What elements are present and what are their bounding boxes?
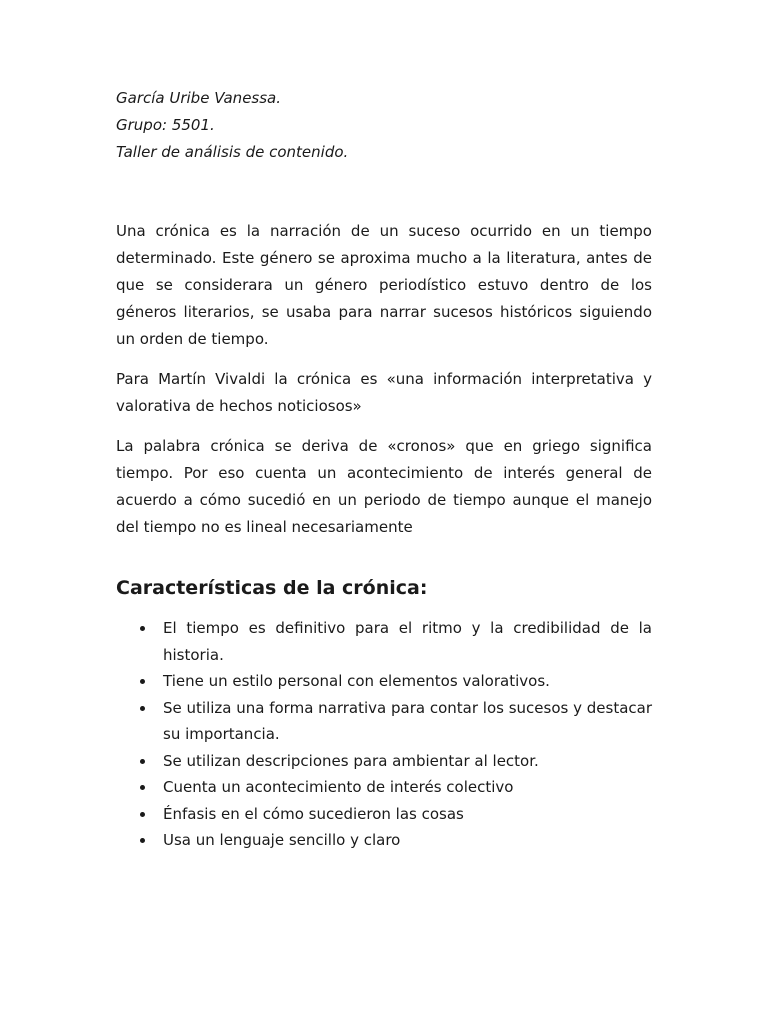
bullet-icon [140, 759, 145, 764]
group-number: Grupo: 5501. [116, 116, 215, 134]
list-item-text: El tiempo es definitivo para el ritmo y la credibilidad de la historia. [163, 619, 652, 664]
paragraph-vivaldi-quote: Para Martín Vivaldi la crónica es «una información interpretativa y valorativa de hechos noticiosos» [116, 370, 652, 415]
bullet-icon [140, 679, 145, 684]
document-header [116, 85, 652, 166]
paragraph-etymology: La palabra crónica se deriva de «cronos» que en griego significa tiempo. Por eso cuenta un acontecimiento de interés general de acuerdo a cómo sucedió en un periodo de tiempo aunque el manejo del tiempo no es lineal necesariamente [116, 437, 652, 536]
list-item-text: Énfasis en el cómo sucedieron las cosas [163, 804, 464, 823]
bullet-icon [140, 785, 145, 790]
bullet-icon [140, 626, 145, 631]
paragraph-definition: Una crónica es la narración de un suceso ocurrido en un tiempo determinado. Este género se aproxima mucho a la literatura, antes de que se considerara un género periodístico estuvo dentro de los géneros literarios, se usaba para narrar sucesos históricos siguiendo un orden de tiempo. [116, 222, 652, 348]
section-heading: Características de la crónica: [116, 577, 428, 599]
bullet-icon [140, 838, 145, 843]
list-item-text: Se utiliza una forma narrativa para contar los sucesos y destacar su importancia. [163, 698, 652, 743]
list-item [163, 827, 652, 854]
assignment-title: Taller de análisis de contenido. [116, 143, 349, 161]
list-item [163, 774, 652, 801]
bullet-icon [140, 812, 145, 817]
characteristics-list [116, 615, 652, 854]
list-item [163, 801, 652, 828]
list-item-text: Se utilizan descripciones para ambientar al lector. [163, 751, 539, 770]
list-item [163, 695, 652, 748]
bullet-icon [140, 706, 145, 711]
list-item-text: Cuenta un acontecimiento de interés colectivo [163, 778, 514, 796]
author-name: García Uribe Vanessa. [116, 89, 282, 107]
list-item [163, 748, 652, 775]
list-item [163, 668, 652, 695]
document-body [116, 218, 652, 541]
list-item-text: Tiene un estilo personal con elementos valorativos. [163, 672, 550, 690]
list-item-text: Usa un lenguaje sencillo y claro [163, 831, 401, 849]
list-item [163, 615, 652, 668]
